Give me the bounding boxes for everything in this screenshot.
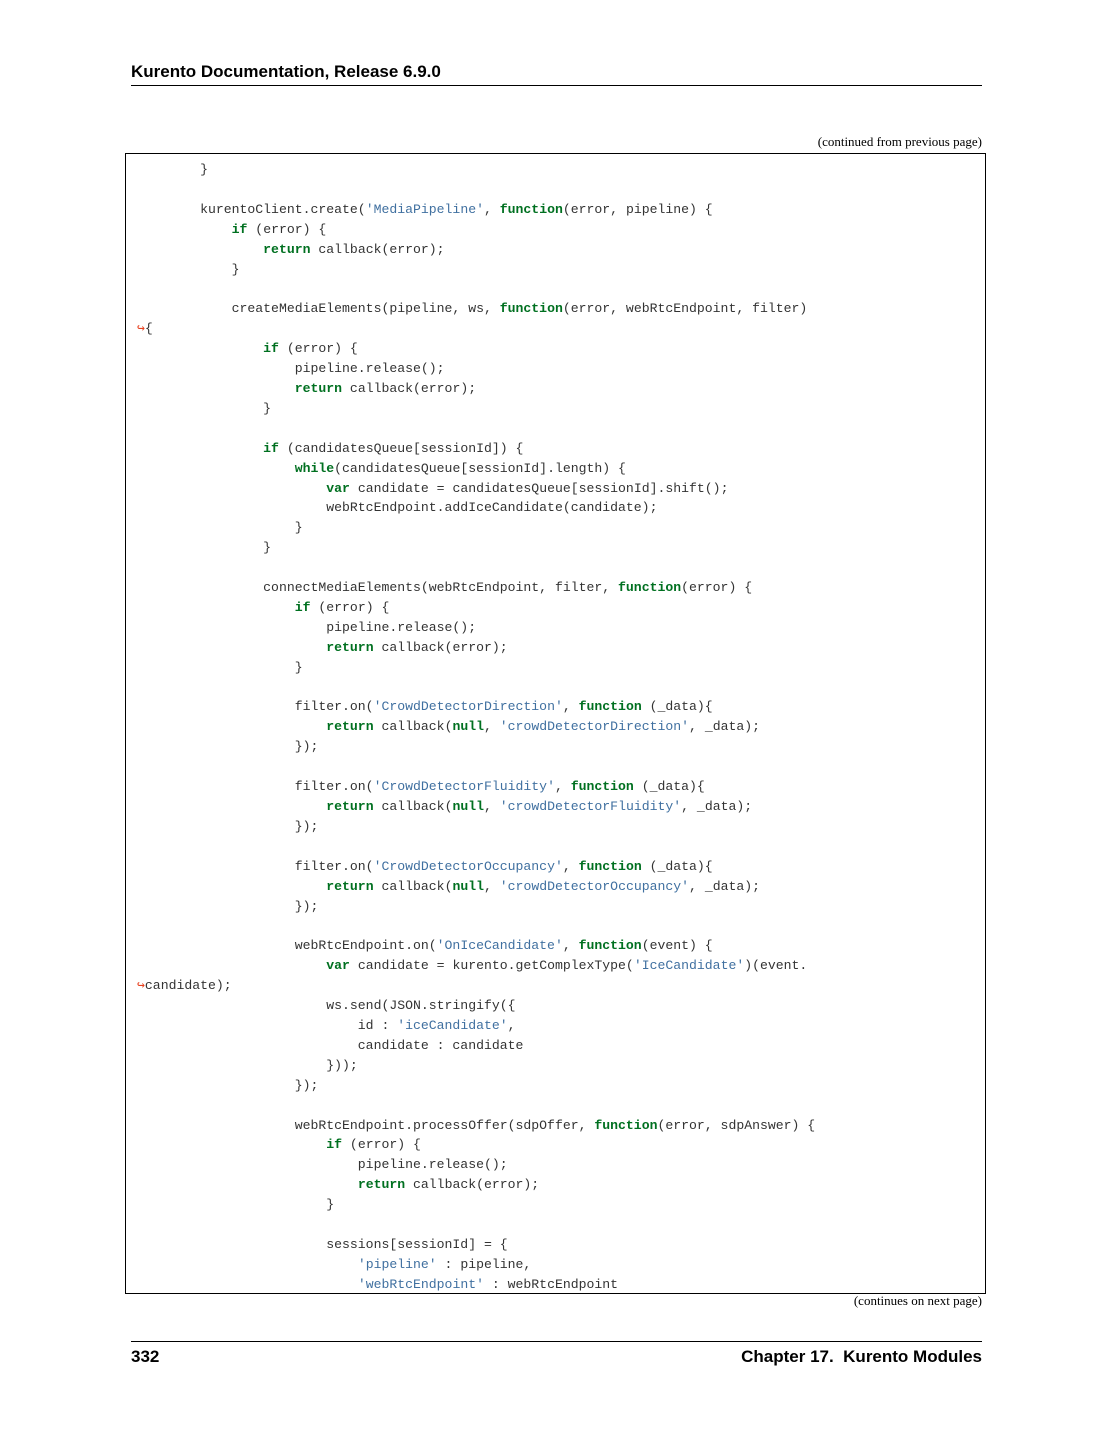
code-token: , [484,799,500,814]
code-token: return [263,241,311,257]
code-token [137,1177,358,1192]
code-token: 'CrowdDetectorFluidity' [373,779,555,795]
code-token: sessions[sessionId] = { [137,1236,508,1252]
code-token: callback( [373,799,453,814]
code-token [137,341,263,356]
code-token: null [452,719,484,735]
code-line [137,301,807,316]
code-token: } [137,261,240,277]
code-line [137,1237,508,1252]
code-token: (error) { [342,1137,421,1153]
code-token: callback(error); [405,1177,540,1193]
code-line [137,361,445,376]
code-token: function [570,779,634,795]
code-line [137,1078,318,1093]
code-token: } [137,540,272,556]
code-token: var [326,480,350,496]
code-token: if [231,221,248,237]
code-line [137,978,232,993]
code-token: } [137,1197,335,1213]
code-token: } [137,162,208,177]
code-token [137,461,295,476]
code-token: , _data); [689,878,761,894]
code-token: 'crowdDetectorFluidity' [499,799,682,814]
code-line [137,938,713,953]
code-line [137,580,752,595]
code-token: createMediaElements(pipeline, ws, [137,301,500,317]
code-token: 'crowdDetectorDirection' [499,719,690,735]
code-line [137,1177,539,1192]
code-line [137,620,476,635]
code-line [137,879,760,894]
code-line [137,739,318,754]
code-line [137,162,208,177]
code-token: 'iceCandidate' [397,1017,508,1033]
code-token: , [554,779,571,795]
code-token: webRtcEndpoint.on( [137,938,437,954]
code-token: (error, pipeline) { [562,201,713,217]
code-token [137,600,295,615]
code-token: function [499,201,563,217]
code-token: callback( [373,878,453,894]
code-token: connectMediaElements(webRtcEndpoint, filter, [137,580,619,596]
code-token [137,481,326,496]
code-token [137,381,295,396]
code-token: callback(error); [342,380,477,396]
code-line [137,500,657,515]
code-token: return [326,878,374,894]
code-token: (_data){ [641,699,713,715]
code-line [137,779,705,794]
code-line [137,202,713,217]
code-token: if [294,599,311,615]
line-wrap-arrow-icon: ↪ [137,978,145,994]
code-token: 'webRtcEndpoint' [357,1276,484,1292]
code-token: 'IceCandidate' [633,958,745,974]
code-token: (error) { [247,221,327,237]
code-token: 'CrowdDetectorDirection' [373,699,563,715]
code-token: return [326,639,374,655]
code-token: candidate : candidate [137,1037,524,1053]
code-line [137,899,318,914]
code-line [137,1118,815,1133]
code-token: (_data){ [633,779,705,795]
code-token: function [578,858,642,874]
code-token: pipeline.release(); [137,1157,508,1173]
code-token: return [326,799,374,814]
code-token: (error) { [310,599,390,615]
code-line [137,998,516,1013]
code-token: return [326,719,374,735]
code-token [137,1257,358,1272]
code-token: filter.on( [137,699,374,715]
code-token: if [326,1137,343,1153]
code-block [125,153,986,1294]
code-line [137,321,153,336]
code-line [137,1137,421,1152]
code-line [137,699,713,714]
code-line [137,1257,531,1272]
code-token: 'OnIceCandidate' [436,938,563,954]
code-token [137,719,326,734]
code-token: if [263,341,279,357]
code-line [137,481,728,496]
code-line [137,381,476,396]
code-token: 'pipeline' [357,1256,437,1272]
chapter-title: Chapter 17. Kurento Modules [741,1347,982,1366]
code-token: 'CrowdDetectorOccupancy' [373,858,563,874]
code-line [137,1058,358,1073]
code-line [137,401,271,416]
code-token [137,441,263,456]
code-token: ws.send(JSON.stringify({ [137,998,516,1014]
header-divider [131,85,982,86]
code-line [137,719,760,734]
code-token: function [594,1117,658,1133]
code-token: webRtcEndpoint.processOffer(sdpOffer, [137,1117,595,1133]
code-line [137,1038,523,1053]
code-token [137,1137,326,1152]
code-token: )(event. [744,958,808,974]
code-token [137,879,326,894]
code-token: })); [137,1057,358,1073]
code-line [137,1157,508,1172]
footer-divider [131,1341,982,1342]
code-token: candidate = candidatesQueue[sessionId].shift(); [349,480,729,496]
code-line [137,859,713,874]
code-token: while [294,460,335,476]
code-token: , _data); [681,799,753,814]
code-token: var [326,958,350,974]
code-token: pipeline.release(); [137,619,477,635]
code-token: (candidatesQueue[sessionId].length) { [334,460,626,476]
code-token: return [357,1177,406,1193]
code-token: (candidatesQueue[sessionId]) { [278,440,524,456]
code-token: (_data){ [641,858,713,874]
code-token: }); [137,898,319,914]
code-token: } [137,520,303,536]
code-token: { [144,321,153,337]
code-token: : pipeline, [436,1256,532,1272]
code-token: (error, webRtcEndpoint, filter) [562,301,808,317]
code-line [137,242,445,257]
code-line [137,660,303,675]
code-line [137,600,389,615]
code-token: null [452,799,484,814]
code-listing [137,160,815,1294]
code-token: , [484,878,500,894]
code-token: , [562,699,579,715]
code-line [137,222,326,237]
code-token: function [578,938,642,954]
code-token: (error, sdpAnswer) { [657,1117,816,1133]
code-token: } [137,659,303,675]
code-token: }); [137,739,319,755]
continues-note: (continues on next page) [853,1293,982,1308]
code-token: , [562,938,579,954]
code-line [137,819,318,834]
code-token: }); [137,818,319,834]
code-token: function [618,580,682,596]
code-token: null [452,878,484,894]
code-line [137,441,523,456]
code-token: }); [137,1077,319,1093]
code-line [137,262,240,277]
code-token: callback( [373,719,453,735]
code-token: , _data); [689,719,761,735]
code-token: 'crowdDetectorOccupancy' [499,878,690,894]
code-token [137,1277,358,1292]
code-token: (error) { [278,341,358,357]
code-token: : webRtcEndpoint [483,1276,619,1292]
code-token [137,640,326,655]
code-token [137,242,263,257]
document-title: Kurento Documentation, Release 6.9.0 [131,62,441,81]
code-line [137,461,626,476]
continued-from-note: (continued from previous page) [817,134,982,149]
code-token: , [483,201,500,217]
code-token: , [484,719,500,735]
code-line [137,799,752,814]
page-number: 332 [131,1347,160,1366]
code-token: filter.on( [137,779,374,795]
code-line [137,640,508,655]
code-token: filter.on( [137,858,374,874]
code-token [137,958,326,973]
code-token: id : [137,1017,398,1033]
code-token: 'MediaPipeline' [365,201,484,217]
code-token: kurentoClient.create( [137,201,366,217]
line-wrap-arrow-icon: ↪ [137,321,145,337]
code-token: (event) { [641,938,713,954]
code-line [137,958,807,973]
code-token: candidate = kurento.getComplexType( [349,958,634,974]
code-token: (error) { [681,580,753,596]
code-token: , [507,1017,516,1033]
code-line [137,1197,334,1212]
code-token: callback(error); [310,241,445,257]
code-token: } [137,400,272,416]
code-line [137,341,358,356]
code-token: pipeline.release(); [137,361,445,377]
code-token: candidate); [144,978,232,994]
code-line [137,1018,516,1033]
code-token: callback(error); [373,639,508,655]
code-token: return [294,380,343,396]
code-token [137,222,232,237]
code-token: function [578,699,642,715]
code-line [137,1277,618,1292]
code-token: function [499,301,563,317]
code-token: webRtcEndpoint.addIceCandidate(candidate); [137,500,658,516]
code-token [137,799,326,814]
code-token: if [263,440,279,456]
code-line [137,540,271,555]
code-line [137,520,303,535]
code-token: , [562,858,579,874]
